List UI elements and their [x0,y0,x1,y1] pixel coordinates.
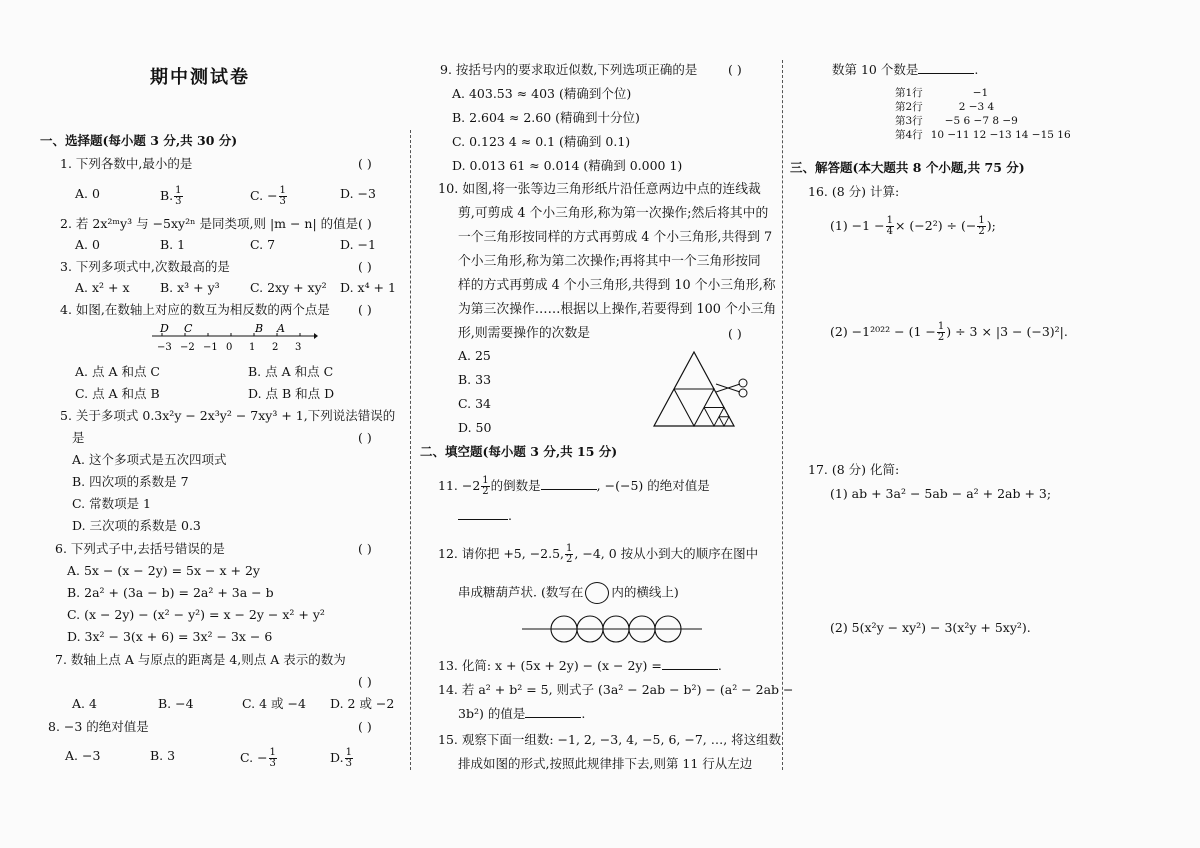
q9-option-d: D. 0.013 61 ≈ 0.014 (精确到 0.000 1) [452,158,683,173]
q17-text: 17. (8 分) 化简: [808,462,900,477]
column-divider-right [782,60,783,770]
q4-option-a: A. 点 A 和点 C [75,364,160,379]
q4-text: 4. 如图,在数轴上对应的数互为相反数的两个点是 [60,302,330,317]
q9-option-a: A. 403.53 ≈ 403 (精确到个位) [452,86,632,101]
q10-option-b: B. 33 [458,372,492,387]
triangle-cut-figure [652,348,752,430]
q5-option-b: B. 四次项的系数是 7 [72,474,189,489]
q2-option-c: C. 7 [250,237,276,252]
column-divider-left [410,130,411,770]
q5-text: 5. 关于多项式 0.3x²y − 2x³y² − 7xy³ + 1,下列说法错误的 [60,408,396,423]
page-title: 期中测试卷 [150,67,250,88]
fraction: $\frac{1}{2}$ [937,321,945,343]
q12-text: 12. 请你把 +5, −2.5, $\frac{1}{2}$ , −4, 0 按从小到大的顺序在图中 [438,543,759,565]
q10-line-1: 10. 如图,将一张等边三角形纸片沿任意两边中点的连线裁 [438,182,761,197]
q15-text-end: 数第 10 个数是 . [832,62,979,77]
q2-answer-paren: ( ) [358,216,372,231]
q8-option-d: D. $\frac{1}{3}$ [330,747,352,769]
q1-text: 1. 下列各数中,最小的是 [60,156,193,171]
q1-option-a: A. 0 [75,186,100,201]
q5-option-a: A. 这个多项式是五次四项式 [72,452,227,467]
q5-option-c: C. 常数项是 1 [72,496,151,511]
q8-option-a: A. −3 [65,748,101,763]
q3-option-c: C. 2xy + xy² [250,280,327,295]
q7-text: 7. 数轴上点 A 与原点的距离是 4,则点 A 表示的数为 [55,652,346,667]
q7-answer-paren: ( ) [358,674,372,689]
q7-option-b: B. −4 [158,696,194,711]
fraction: $\frac{1}{3}$ [279,185,286,207]
q11-blank-line: . [458,508,512,524]
q13-blank [662,658,718,670]
q8-text: 8. −3 的绝对值是 [48,719,149,734]
q4-option-b: B. 点 A 和点 C [248,364,334,379]
q14-text: 14. 若 a² + b² = 5, 则式子 (3a² − 2ab − b²) − (a² − 2ab − [438,682,794,697]
q2-text: 2. 若 2x²ᵐy³ 与 −5xy²ⁿ 是同类项,则 |m − n| 的值是 [60,216,359,231]
q4-option-c: C. 点 A 和点 B [75,386,160,401]
number-line-arrow [314,333,318,339]
q15-text: 15. 观察下面一组数: −1, 2, −3, 4, −5, 6, −7, …, 将这组数 [438,732,782,747]
q8-option-b: B. 3 [150,748,176,763]
nl-tick-label: −3 [157,342,172,353]
q17-part1: (1) ab + 3a² − 5ab − a² + 2ab + 3; [830,486,1052,501]
q9-text: 9. 按括号内的要求取近似数,下列选项正确的是 [440,62,698,77]
q11-text: 11. −2 $\frac{1}{2}$ 的倒数是 , −(−5) 的绝对值是 [438,475,710,497]
pattern-row: 第3行 −5 6 −7 8 −9 [895,115,1018,127]
fraction: $\frac{1}{2}$ [566,543,573,565]
q9-answer-paren: ( ) [728,62,742,77]
q10-line-7: 形,则需要操作的次数是 [458,326,591,341]
fraction: $\frac{1}{3}$ [269,747,276,769]
q6-answer-paren: ( ) [358,541,372,556]
q6-option-d: D. 3x² − 3(x + 6) = 3x² − 3x − 6 [67,629,273,644]
fraction: $\frac{1}{2}$ [482,475,489,497]
q6-option-c: C. (x − 2y) − (x² − y²) = x − 2y − x² + y² [67,607,325,622]
q10-line-3: 一个三角形按同样的方式再剪成 4 个小三角形,共得到 7 [458,230,773,245]
nl-point-b: B [255,322,264,335]
q5-option-d: D. 三次项的系数是 0.3 [72,518,201,533]
third-cut [719,417,729,426]
q3-option-d: D. x⁴ + 1 [340,280,396,295]
q7-option-d: D. 2 或 −2 [330,696,395,711]
q4-option-d: D. 点 B 和点 D [248,386,335,401]
section-fill-heading: 二、填空题(每小题 3 分,共 15 分) [420,444,618,459]
q3-answer-paren: ( ) [358,259,372,274]
q11-blank-1 [541,478,597,490]
number-line-figure [148,322,318,354]
section-answer-heading: 三、解答题(本大题共 8 个小题,共 75 分) [790,160,1025,175]
nl-tick-label: 3 [295,342,302,353]
pattern-row: 第1行 −1 [895,87,989,99]
q9-option-b: B. 2.604 ≈ 2.60 (精确到十分位) [452,110,640,125]
nl-tick-label: 0 [226,342,233,353]
q6-option-a: A. 5x − (x − 2y) = 5x − x + 2y [67,563,260,578]
q3-option-b: B. x³ + y³ [160,280,220,295]
q6-option-b: B. 2a² + (3a − b) = 2a² + 3a − b [67,585,274,600]
q2-option-a: A. 0 [75,237,100,252]
q1-option-b: B. $\frac{1}{3}$ [160,185,182,207]
fraction: $\frac{1}{3}$ [175,185,182,207]
q17-part2: (2) 5(x²y − xy²) − 3(x²y + 5xy²). [830,620,1031,635]
q15-blank [918,62,974,74]
circle-icon [585,582,609,604]
nl-tick-label: 2 [272,342,279,353]
q8-option-c: C. − $\frac{1}{3}$ [240,747,276,769]
q9-option-c: C. 0.123 4 ≈ 0.1 (精确到 0.1) [452,134,631,149]
nl-point-a: A [277,322,285,335]
nl-tick-label: −2 [180,342,195,353]
q3-text: 3. 下列多项式中,次数最高的是 [60,259,230,274]
q16-text: 16. (8 分) 计算: [808,184,900,199]
q1-option-d: D. −3 [340,186,376,201]
pattern-row: 第2行 2 −3 4 [895,101,995,113]
q7-option-a: A. 4 [72,696,97,711]
q10-option-d: D. 50 [458,420,492,435]
nl-point-c: C [184,322,193,335]
nl-point-d: D [160,322,169,335]
fraction: $\frac{1}{4}$ [886,215,893,237]
q13-text: 13. 化简: x + (5x + 2y) − (x − 2y) = . [438,658,722,673]
q5-text-cont: 是 [72,430,85,445]
fraction: $\frac{1}{2}$ [978,215,985,237]
q12-text-cont: 串成糖葫芦状. (数写在 内的横线上) [458,582,679,604]
q5-answer-paren: ( ) [358,430,372,445]
q2-option-b: B. 1 [160,237,186,252]
q1-option-c: C. − $\frac{1}{3}$ [250,185,286,207]
q10-option-c: C. 34 [458,396,491,411]
q7-option-c: C. 4 或 −4 [242,696,306,711]
q10-option-a: A. 25 [458,348,491,363]
q10-line-4: 个小三角形,称为第二次操作;再将其中一个三角形按同 [458,254,761,269]
q10-answer-paren: ( ) [728,326,742,341]
q6-text: 6. 下列式子中,去括号错误的是 [55,541,225,556]
q16-part1: (1) −1 − $\frac{1}{4}$ × (−2²) ÷ (− $\frac{1}{2}$ ); [830,215,996,237]
fraction: $\frac{1}{3}$ [345,747,352,769]
q14-text-cont: 3b²) 的值是 . [458,706,586,721]
q4-answer-paren: ( ) [358,302,372,317]
q16-part2: (2) −1²⁰²² − (1 − $\frac{1}{2}$ ) ÷ 3 × |3 − (−3)²|. [830,321,1068,343]
q15-text-cont: 排成如图的形式,按照此规律排下去,则第 11 行从左边 [458,756,753,771]
q14-blank [525,706,581,718]
pattern-row: 第4行 10 −11 12 −13 14 −15 16 [895,129,1071,141]
q8-answer-paren: ( ) [358,719,372,734]
scissors-icon [716,379,747,397]
q10-line-2: 剪,可剪成 4 个小三角形,称为第一次操作;然后将其中的 [458,206,769,221]
q10-line-5: 样的方式再剪成 4 个小三角形,共得到 10 个小三角形,称 [458,278,776,293]
q3-option-a: A. x² + x [75,280,130,295]
section-choice-heading: 一、选择题(每小题 3 分,共 30 分) [40,133,238,148]
candied-haws-figure [522,614,702,644]
q1-answer-paren: ( ) [358,156,372,171]
number-pattern-grid [895,86,1071,142]
nl-tick-label: 1 [249,342,256,353]
nl-tick-label: −1 [203,342,218,353]
q10-line-6: 为第三次操作……根据以上操作,若要得到 100 个小三角 [458,302,777,317]
q2-option-d: D. −1 [340,237,376,252]
